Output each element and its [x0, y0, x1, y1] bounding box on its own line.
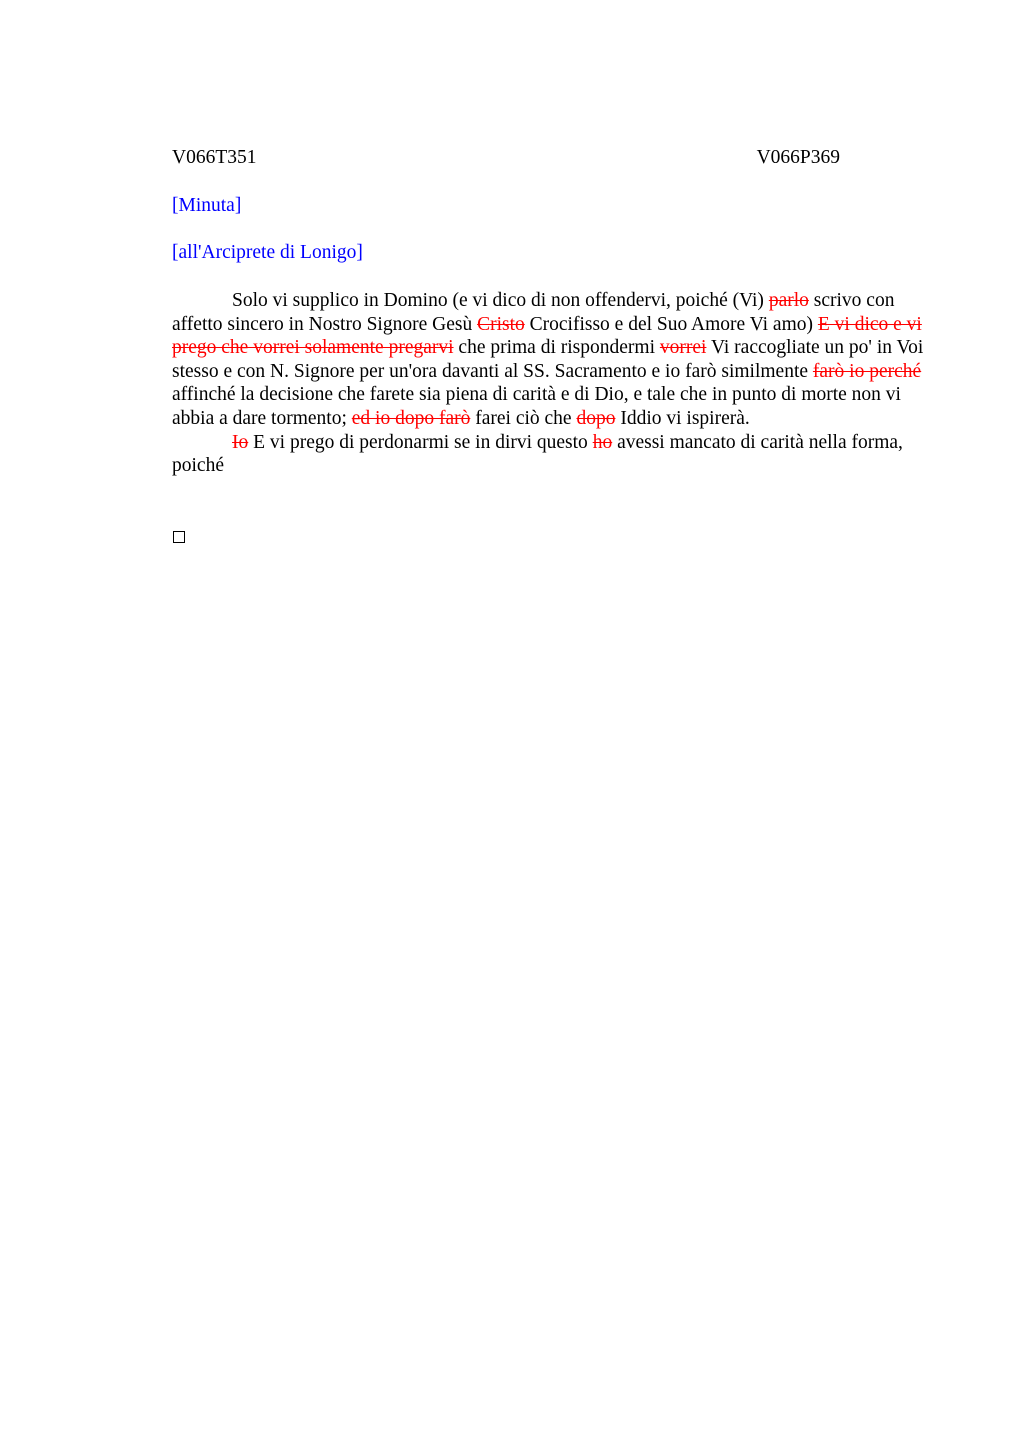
paragraph-1 [172, 289, 928, 431]
minuta-label: [Minuta] [172, 195, 242, 216]
deleted-phrase: E vi dico e vi prego che vorrei solamente pregarvi [172, 313, 922, 359]
deleted-word: Io [232, 431, 249, 453]
volume-text-code: V066T351 [172, 147, 257, 168]
paragraph-2 [172, 431, 928, 478]
deleted-phrase: ed io dopo farò [351, 407, 471, 429]
text-segment: Crocifisso e del Suo Amore Vi amo) [524, 313, 818, 335]
deleted-word: Cristo [477, 313, 525, 335]
text-segment: che prima di rispondermi [453, 337, 660, 359]
volume-page-code: V066P369 [756, 147, 840, 168]
deleted-word: ho [592, 431, 613, 453]
text-segment: affinché la decisione che farete sia piena di carità e di Dio, e tale che in punto di morte non vi abbia a dare tormento; [172, 384, 901, 429]
text-segment: E vi prego di perdonarmi se in dirvi questo [248, 431, 593, 453]
deleted-word: dopo [576, 407, 616, 429]
text-segment: farei ciò che [470, 407, 577, 429]
deleted-phrase: farò io perché [812, 360, 922, 382]
recipient-label: [all'Arciprete di Lonigo] [172, 242, 363, 263]
letter-body [172, 289, 928, 478]
text-segment: Vi raccogliate un po' in Voi stesso e con N. Signore per un'ora davanti al SS. Sacramento e io farò similmente [172, 337, 924, 382]
text-segment: scrivo con affetto sincero in Nostro Signore Gesù [172, 290, 895, 335]
text-segment: Solo vi supplico in Domino (e vi dico di non offendervi, poiché (Vi) [232, 290, 769, 311]
empty-square-icon [173, 531, 185, 543]
deleted-word: vorrei [659, 337, 707, 359]
text-segment: avessi mancato di carità nella forma, poiché [172, 431, 903, 477]
deleted-word: parlo [768, 290, 809, 311]
text-segment: Iddio vi ispirerà. [615, 407, 750, 429]
